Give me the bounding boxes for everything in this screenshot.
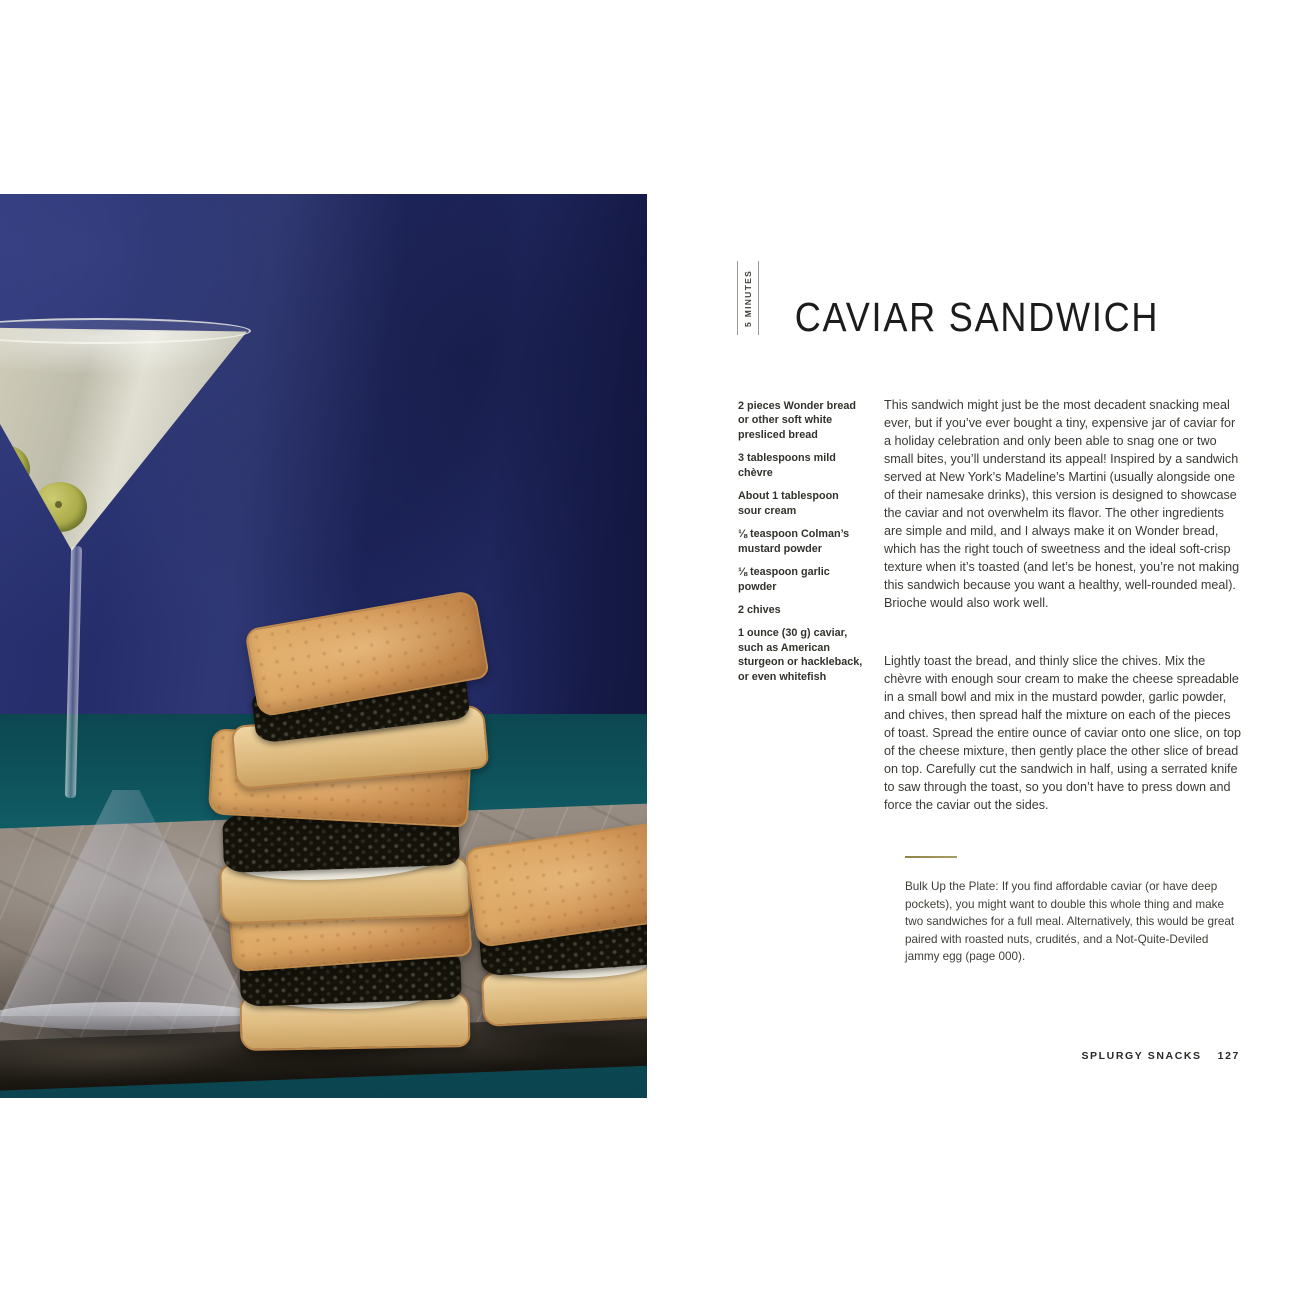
page-number: 127 <box>1217 1050 1240 1062</box>
olive-pit <box>0 463 7 470</box>
olive-pit <box>55 501 62 508</box>
recipe-body <box>884 396 1242 966</box>
ingredient-item: 1 ounce (30 g) caviar, such as American sturgeon or hackleback, or even whitefish <box>738 627 863 683</box>
martini-bowl <box>0 327 247 553</box>
ingredients-list <box>738 399 864 693</box>
martini-stem <box>65 546 82 798</box>
recipe-photo <box>0 194 647 1098</box>
recipe-title: CAVIAR SANDWICH <box>794 294 1160 340</box>
note-accent-rule <box>905 856 957 858</box>
time-label <box>737 261 759 335</box>
ingredient-item: 3 tablespoons mild chèvre <box>738 452 836 479</box>
recipe-intro-paragraph: This sandwich might just be the most decadent snacking meal ever, but if you’ve ever bought a tiny, expensive jar of caviar for a holiday celebration and only been able to snag one or two small bites, you’ll understand its appeal! Inspired by a sandwich served at New York’s Madeline’s Martini (usually alongside one of their namesake drinks), this version is designed to showcase the caviar and not overwhelm its flavor. The other ingredients are simple and mild, and I always make it on Wonder bread, which has the right touch of sweetness and the ideal soft-crisp texture when it’s toasted (and let’s be honest, you’re not making this sandwich because you want a healthy, well-rounded meal). Brioche would also work well. <box>884 398 1240 610</box>
olive <box>33 482 87 532</box>
ingredient-item: 2 pieces Wonder bread or other soft white presliced bread <box>738 400 857 441</box>
ingredient-item: ⅛ teaspoon garlic powder <box>738 566 830 593</box>
ingredient-item: 2 chives <box>738 603 781 616</box>
olive <box>0 445 30 493</box>
caviar-sandwich-stack <box>205 609 505 1054</box>
caviar-sandwich-half <box>470 834 647 1059</box>
ingredient-item: ⅛ teaspoon Colman’s mustard powder <box>738 528 850 555</box>
note-text: If you find affordable caviar (or have deep pockets), you might want to double this whole thing and make two sandwiches for a full meal. Alternatively, this would be great paired with roasted nuts, crudités, and a Not-Quite-Deviled jammy egg (page 000). <box>905 880 1235 964</box>
section-label: SPLURGY SNACKS <box>1081 1050 1202 1062</box>
time-label-rule-right <box>758 261 759 335</box>
bulk-up-note <box>905 878 1243 966</box>
ingredient-item: About 1 tablespoon sour cream <box>738 490 839 517</box>
recipe-method-paragraph: Lightly toast the bread, and thinly slice the chives. Mix the chèvre with enough sour cream to make the cheese spreadable in a small bowl and mix in the mustard powder, garlic powder, and chives, then spread half the mixture on each of the pieces of toast. Spread the entire ounce of caviar onto one slice, on top of the cheese mixture, then gently place the other slice of bread on top. Carefully cut the sandwich in half, using a serrated knife to saw through the toast, so you don’t have to press down and force the caviar out the sides. <box>884 654 1242 812</box>
time-label-text: 5 MINUTES <box>743 269 753 327</box>
note-lead: Bulk Up the Plate: <box>905 880 999 893</box>
page-footer <box>884 1050 1240 1062</box>
